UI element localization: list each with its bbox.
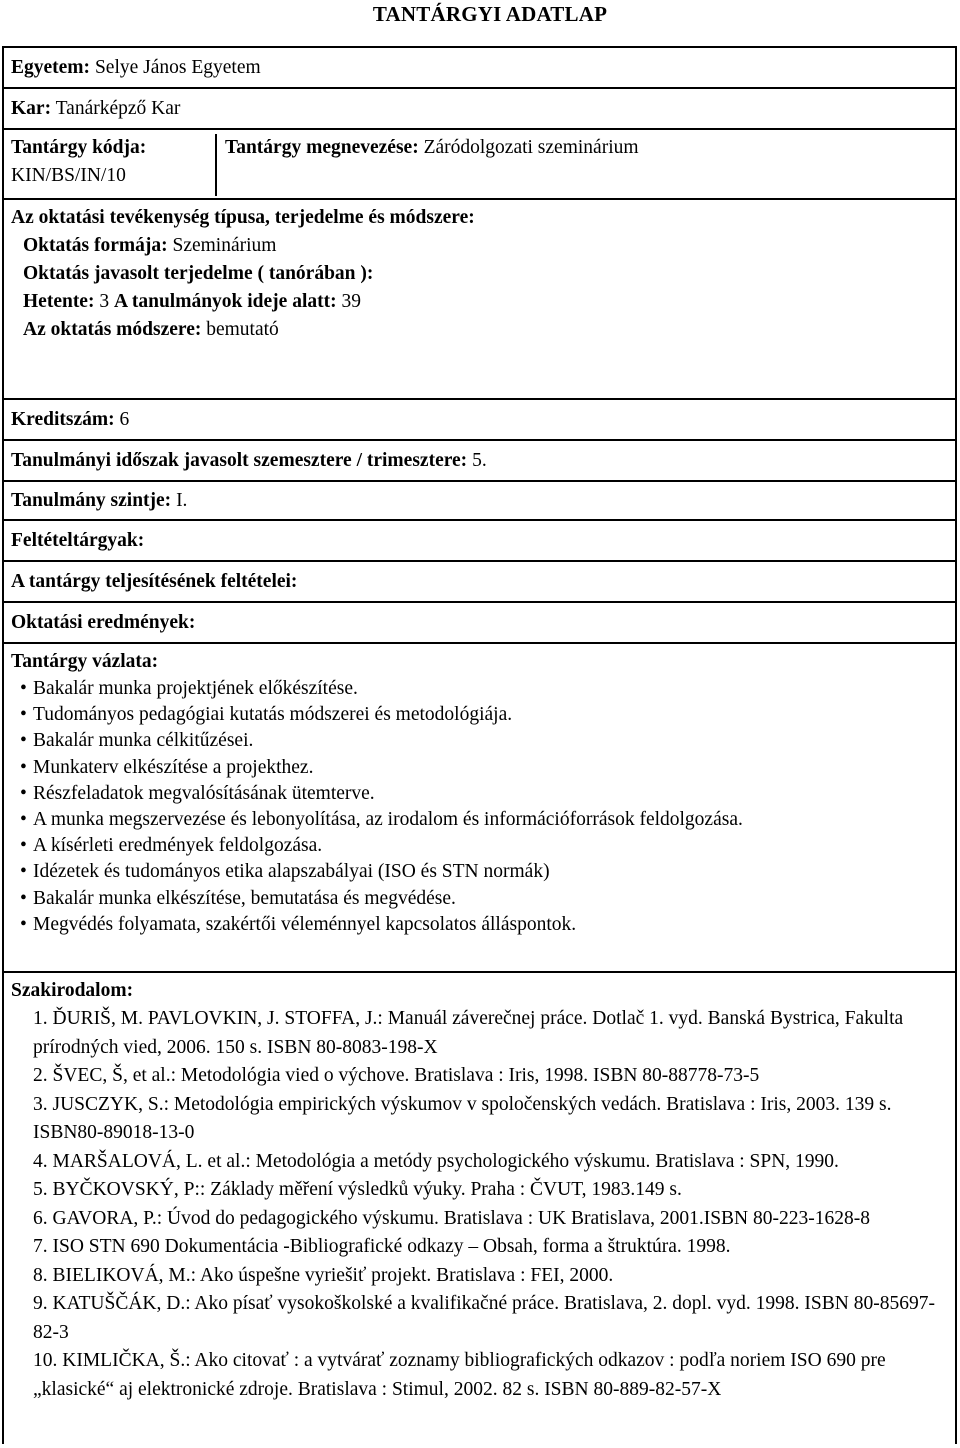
- university-row: [4, 48, 955, 89]
- course-code-label: Tantárgy kódja:: [11, 137, 147, 158]
- outline-item: • Megvédés folyamata, szakértői véleménnyel kapcsolatos álláspontok.: [11, 912, 955, 938]
- faculty-row: [4, 89, 955, 130]
- literature-item: 5. BYČKOVSKÝ, P:: Základy měření výsledků výuky. Praha : ČVUT, 1983.149 s.: [33, 1179, 682, 1200]
- semester-label: Tanulmányi időszak javasolt szemesztere / trimesztere:: [11, 450, 468, 471]
- level-row: [4, 482, 955, 521]
- course-sheet: [2, 46, 957, 1444]
- prerequisites-row: [4, 521, 955, 562]
- university-value: Selye János Egyetem: [94, 57, 261, 78]
- course-code-cell: [4, 134, 217, 196]
- scope-label: Oktatás javasolt terjedelme ( tanórában ):: [23, 263, 374, 284]
- level-value: I.: [176, 490, 188, 511]
- semester-row: [4, 441, 955, 482]
- course-id-row: [4, 130, 955, 200]
- course-code-value: KIN/BS/IN/10: [11, 165, 126, 186]
- course-name-cell: [218, 134, 639, 162]
- literature-item: 10. KIMLIČKA, Š.: Ako citovať : a vytvárať zoznamy bibliografických odkazov : podľa noriem ISO 690 pre „klasické“ aj elektronické zdroje. Bratislava : Stimul, 2002. 82 s. ISBN 80-889-82-57-X: [33, 1350, 886, 1400]
- literature-list: [11, 1005, 955, 1404]
- literature-item: 4. MARŠALOVÁ, L. et al.: Metodológia a metódy psychologického výskumu. Bratislava : SPN, 1990.: [33, 1150, 839, 1172]
- outline-list: [11, 676, 955, 938]
- form-value: Szeminárium: [172, 235, 277, 256]
- activity-heading: Az oktatási tevékenység típusa, terjedelme és módszere:: [11, 207, 475, 228]
- outline-item: • Bakalár munka projektjének előkészítése.: [11, 676, 955, 702]
- course-name-label: Tantárgy megnevezése:: [225, 137, 419, 158]
- total-value: 39: [341, 291, 361, 312]
- credits-row: [4, 400, 955, 441]
- literature-item: 6. GAVORA, P.: Úvod do pedagogického výskumu. Bratislava : UK Bratislava, 2001.ISBN 80-223-1628-8: [33, 1207, 870, 1229]
- requirements-row: [4, 562, 955, 603]
- method-label: Az oktatás módszere:: [23, 319, 202, 340]
- outline-item: • Idézetek és tudományos etika alapszabályai (ISO és STN normák): [11, 859, 955, 885]
- prerequisites-label: Feltételtárgyak:: [11, 530, 145, 551]
- literature-item: 8. BIELIKOVÁ, M.: Ako úspešne vyriešiť projekt. Bratislava : FEI, 2000.: [33, 1264, 614, 1286]
- outline-item: • Tudományos pedagógiai kutatás módszerei és metodológiája.: [11, 702, 955, 728]
- outline-item: • Részfeladatok megvalósításának ütemterve.: [11, 781, 955, 807]
- literature-item: 3. JUSCZYK, S.: Metodológia empirických výskumov v spoločenských vedách. Bratislava : Iris, 2003. 139 s. ISBN80-89018-13-0: [33, 1093, 892, 1143]
- outline-item: • A munka megszervezése és lebonyolítása, az irodalom és információforrások feldolgozása.: [11, 807, 955, 833]
- method-value: bemutató: [206, 319, 279, 340]
- literature-item: 1. ĎURIŠ, M. PAVLOVKIN, J. STOFFA, J.: Manuál záverečnej práce. Dotlač 1. vyd. Banská Bystrica, Fakulta prírodných vied, 2006. 150 s. ISBN 80-8083-198-X: [33, 1008, 904, 1058]
- university-label: Egyetem:: [11, 57, 91, 78]
- level-label: Tanulmány szintje:: [11, 490, 172, 511]
- outcomes-row: [4, 603, 955, 644]
- literature-row: [4, 973, 955, 1448]
- weekly-label: Hetente:: [23, 291, 95, 312]
- page-title: TANTÁRGYI ADATLAP: [372, 2, 608, 26]
- course-name-value: Záródolgozati szeminárium: [423, 137, 639, 158]
- faculty-value: Tanárképző Kar: [55, 98, 181, 119]
- total-label: A tanulmányok ideje alatt:: [113, 291, 337, 312]
- literature-label: Szakirodalom:: [11, 980, 134, 1001]
- literature-item: 7. ISO STN 690 Dokumentácia -Bibliografické odkazy – Obsah, forma a štruktúra. 1998.: [33, 1236, 731, 1257]
- semester-value: 5.: [472, 450, 487, 471]
- outline-row: [4, 644, 955, 973]
- credits-value: 6: [119, 409, 130, 430]
- outline-item: • A kísérleti eredmények feldolgozása.: [11, 833, 955, 859]
- form-label: Oktatás formája:: [23, 235, 168, 256]
- requirements-label: A tantárgy teljesítésének feltételei:: [11, 571, 298, 592]
- weekly-value: 3: [99, 291, 110, 312]
- outline-label: Tantárgy vázlata:: [11, 651, 159, 672]
- outline-item: • Munkaterv elkészítése a projekthez.: [11, 755, 955, 781]
- literature-item: 2. ŠVEC, Š, et al.: Metodológia vied o výchove. Bratislava : Iris, 1998. ISBN 80-88778-73-5: [33, 1065, 760, 1086]
- literature-item: 9. KATUŠČÁK, D.: Ako písať vysokoškolské a kvalifikačné práce. Bratislava, 2. dopl. vyd. 1998. ISBN 80-85697-82-3: [33, 1293, 935, 1343]
- outcomes-label: Oktatási eredmények:: [11, 612, 196, 633]
- activity-row: [4, 200, 955, 400]
- credits-label: Kreditszám:: [11, 409, 115, 430]
- outline-item: • Bakalár munka elkészítése, bemutatása és megvédése.: [11, 886, 955, 912]
- outline-item: • Bakalár munka célkitűzései.: [11, 728, 955, 754]
- faculty-label: Kar:: [11, 98, 52, 119]
